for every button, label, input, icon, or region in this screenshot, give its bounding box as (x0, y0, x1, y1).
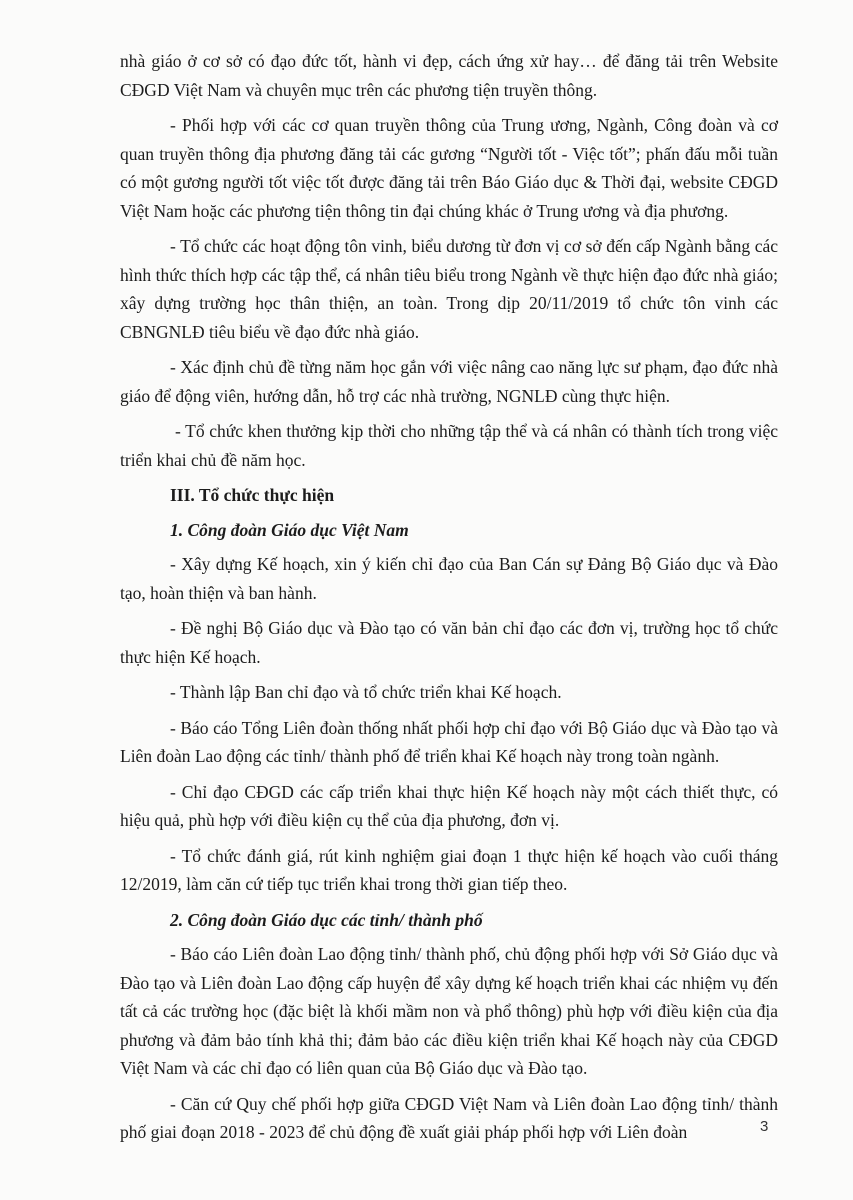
paragraph: - Phối hợp với các cơ quan truyền thông của Trung ương, Ngành, Công đoàn và cơ quan truyền thông địa phương đăng tải các gương “Người tốt - Việc tốt”; phấn đấu mỗi tuần có một gương người tốt việc tốt được đăng tải trên Báo Giáo dục & Thời đại, website CĐGD Việt Nam hoặc các phương tiện thông tin đại chúng khác ở Trung ương và địa phương. (120, 115, 778, 221)
paragraph: - Căn cứ Quy chế phối hợp giữa CĐGD Việt Nam và Liên đoàn Lao động tỉnh/ thành phố giai đoạn 2018 - 2023 để chủ động đề xuất giải pháp phối hợp với Liên đoàn (120, 1093, 778, 1142)
page-number: 3 (760, 1118, 769, 1135)
paragraph: - Tổ chức đánh giá, rút kinh nghiệm giai đoạn 1 thực hiện kế hoạch vào cuối tháng 12/2019, làm căn cứ tiếp tục triển khai trong thời gian tiếp theo. (120, 845, 778, 894)
subsection-heading: 1. Công đoàn Giáo dục Việt Nam (170, 519, 409, 540)
paragraph: - Tổ chức khen thưởng kịp thời cho những tập thể và cá nhân có thành tích trong việc triển khai chủ đề năm học. (120, 421, 778, 470)
paragraph: - Xây dựng Kế hoạch, xin ý kiến chỉ đạo của Ban Cán sự Đảng Bộ Giáo dục và Đào tạo, hoàn thiện và ban hành. (120, 554, 778, 603)
paragraph: - Báo cáo Tổng Liên đoàn thống nhất phối hợp chỉ đạo với Bộ Giáo dục và Đào tạo và Liên đoàn Lao động các tỉnh/ thành phố để triển khai Kế hoạch này trong toàn ngành. (120, 717, 778, 766)
paragraph: - Xác định chủ đề từng năm học gắn với việc nâng cao năng lực sư phạm, đạo đức nhà giáo để động viên, hướng dẫn, hỗ trợ các nhà trường, NGNLĐ cùng thực hiện. (120, 357, 778, 406)
paragraph: - Báo cáo Liên đoàn Lao động tỉnh/ thành phố, chủ động phối hợp với Sở Giáo dục và Đào tạo và Liên đoàn Lao động cấp huyện để xây dựng kế hoạch triển khai các nhiệm vụ đến tất cả các trường học (đặc biệt là khối mầm non và phổ thông) phù hợp với điều kiện của địa phương và đảm bảo tính khả thi; đảm bảo các điều kiện triển khai Kế hoạch này của CĐGD Việt Nam và các chỉ đạo có liên quan của Bộ Giáo dục và Đào tạo. (120, 944, 778, 1078)
paragraph: - Chỉ đạo CĐGD các cấp triển khai thực hiện Kế hoạch này một cách thiết thực, có hiệu quả, phù hợp với điều kiện cụ thể của địa phương, đơn vị. (120, 781, 778, 830)
subsection-heading: 2. Công đoàn Giáo dục các tỉnh/ thành phố (170, 909, 483, 930)
paragraph: nhà giáo ở cơ sở có đạo đức tốt, hành vi đẹp, cách ứng xử hay… để đăng tải trên Website CĐGD Việt Nam và chuyên mục trên các phương tiện truyền thông. (120, 51, 778, 100)
paragraph: - Thành lập Ban chỉ đạo và tổ chức triển khai Kế hoạch. (170, 682, 562, 702)
paragraph: - Tổ chức các hoạt động tôn vinh, biểu dương từ đơn vị cơ sở đến cấp Ngành bằng các hình thức thích hợp các tập thể, cá nhân tiêu biểu trong Ngành về thực hiện đạo đức nhà giáo; xây dựng trường học thân thiện, an toàn. Trong dịp 20/11/2019 tổ chức tôn vinh các CBNGNLĐ tiêu biểu về đạo đức nhà giáo. (120, 236, 778, 342)
document-body (120, 47, 778, 1154)
section-heading: III. Tổ chức thực hiện (170, 485, 335, 505)
paragraph: - Đề nghị Bộ Giáo dục và Đào tạo có văn bản chỉ đạo các đơn vị, trường học tổ chức thực hiện Kế hoạch. (120, 618, 778, 667)
